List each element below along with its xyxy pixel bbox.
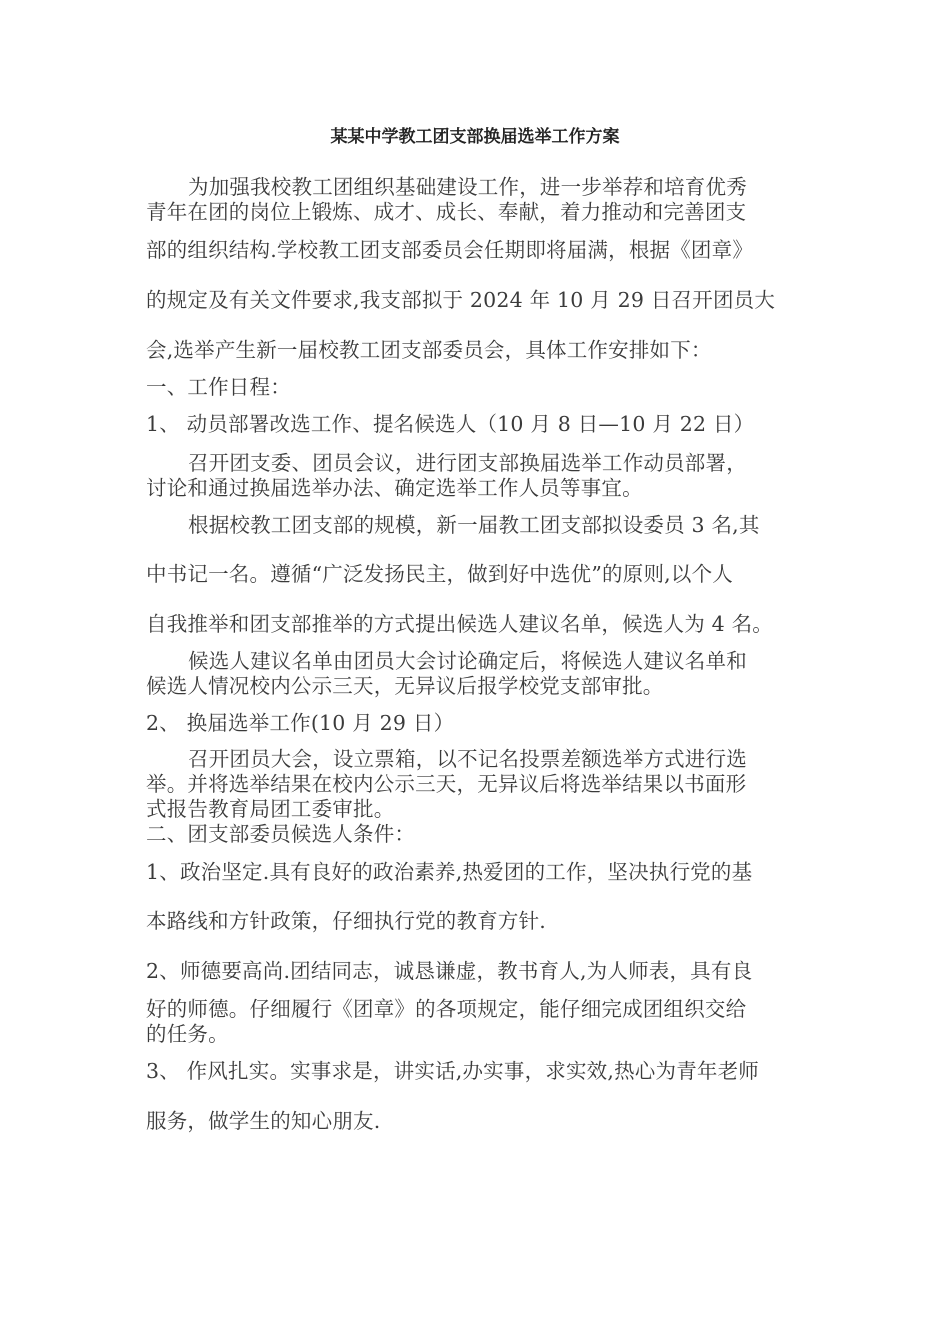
text-line: 召开团员大会，设立票箱，以不记名投票差额选举方式进行选 (188, 747, 747, 771)
text-line: 青年在团的岗位上锻炼、成才、成长、奉献，着力推动和完善团支 (146, 200, 747, 224)
text-line: 召开团支委、团员会议，进行团支部换届选举工作动员部署， (188, 451, 747, 475)
text-line: 2、师德要高尚.团结同志，诚恳谦虚，教书育人,为人师表，具有良 (146, 959, 753, 983)
text-line: 候选人情况校内公示三天，无异议后报学校党支部审批。 (146, 674, 664, 698)
text-line: 本路线和方针政策，仔细执行党的教育方针. (146, 909, 547, 933)
text-line: 会,选举产生新一届校教工团支部委员会，具体工作安排如下： (146, 338, 712, 362)
text-line: 部的组织结构.学校教工团支部委员会任期即将届满，根据《团章》 (146, 238, 754, 262)
text-line: 1、政治坚定.具有良好的政治素养,热爱团的工作，坚决执行党的基 (146, 860, 753, 884)
document-title: 某某中学教工团支部换届选举工作方案 (330, 127, 620, 147)
subsection-heading: 2、 换届选举工作(10 月 29 日） (146, 711, 455, 735)
text-line: 为加强我校教工团组织基础建设工作，进一步举荐和培育优秀 (188, 175, 747, 199)
text-line: 3、 作风扎实。实事求是，讲实话,办实事，求实效,热心为青年老师 (146, 1059, 759, 1083)
text-line: 好的师德。仔细履行《团章》的各项规定，能仔细完成团组织交给 (146, 997, 747, 1021)
text-line: 式报告教育局团工委审批。 (146, 797, 395, 821)
subsection-heading: 1、 动员部署改选工作、提名候选人（10 月 8 日—10 月 22 日） (146, 412, 755, 436)
text-line: 服务，做学生的知心朋友. (146, 1109, 381, 1133)
section-heading: 二、团支部委员候选人条件： (146, 822, 416, 846)
text-line: 举。并将选举结果在校内公示三天，无异议后将选举结果以书面形 (146, 772, 747, 796)
text-line: 根据校教工团支部的规模，新一届教工团支部拟设委员 3 名,其 (188, 513, 760, 537)
text-line: 候选人建议名单由团员大会讨论确定后，将候选人建议名单和 (188, 649, 747, 673)
text-line: 的规定及有关文件要求,我支部拟于 2024 年 10 月 29 日召开团员大 (146, 288, 776, 312)
section-heading: 一、工作日程： (146, 375, 291, 399)
text-line: 自我推举和团支部推举的方式提出候选人建议名单，候选人为 4 名。 (146, 612, 773, 636)
text-line: 讨论和通过换届选举办法、确定选举工作人员等事宜。 (146, 476, 643, 500)
text-line: 的任务。 (146, 1022, 229, 1046)
text-line: 中书记一名。遵循“广泛发扬民主，做到好中选优”的原则,以个人 (146, 562, 733, 586)
